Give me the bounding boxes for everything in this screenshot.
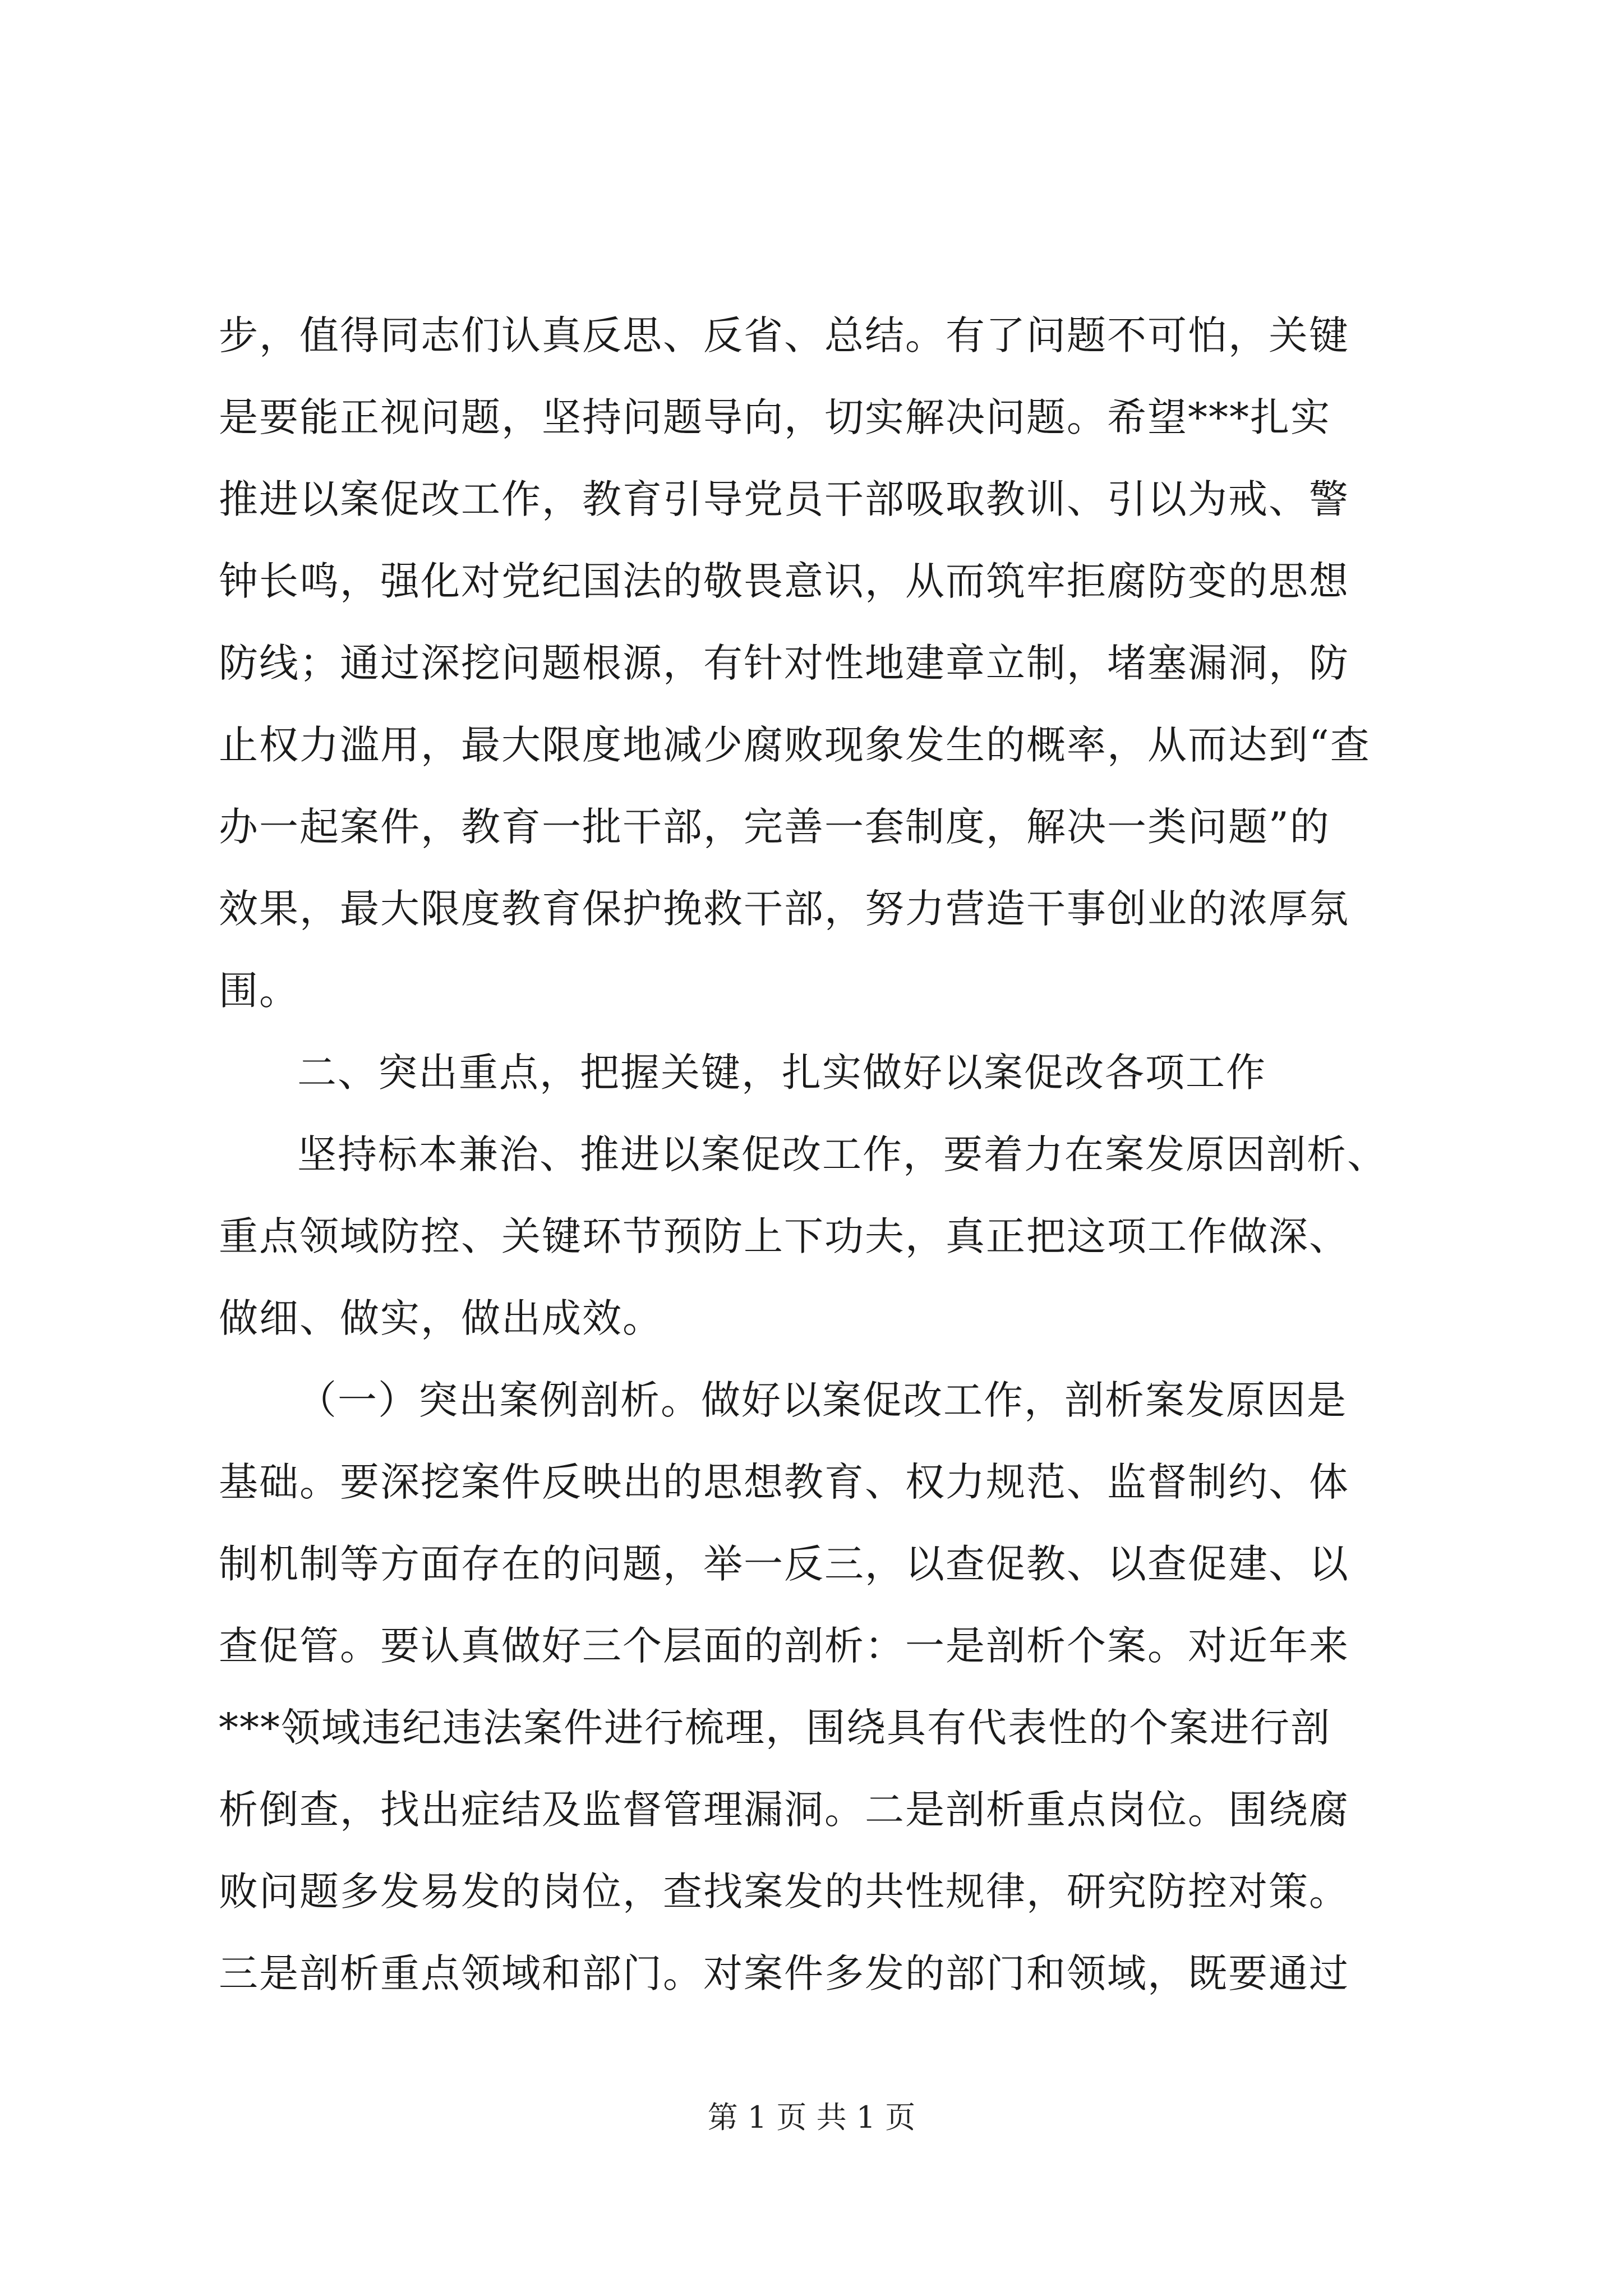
paragraph-line: 步，值得同志们认真反思、反省、总结。有了问题不可怕，关键: [219, 312, 1349, 358]
paragraph-line: 查促管。要认真做好三个层面的剖析：一是剖析个案。对近年来: [219, 1623, 1349, 1669]
paragraph-line: 围。: [219, 968, 299, 1014]
paragraph-line: 做细、做实，做出成效。: [219, 1295, 663, 1341]
paragraph-line: 三是剖析重点领域和部门。对案件多发的部门和领域，既要通过: [219, 1950, 1349, 1996]
paragraph-line: 坚持标本兼治、推进以案促改工作，要着力在案发原因剖析、: [297, 1131, 1387, 1177]
paragraph-line: 重点领域防控、关键环节预防上下功夫，真正把这项工作做深、: [219, 1213, 1349, 1259]
paragraph-line: 是要能正视问题，坚持问题导向，切实解决问题。希望***扎实: [219, 394, 1331, 440]
page-footer: 第 1 页 共 1 页: [707, 2100, 916, 2135]
paragraph-line: 推进以案促改工作，教育引导党员干部吸取教训、引以为戒、警: [219, 476, 1349, 522]
paragraph-line: 基础。要深挖案件反映出的思想教育、权力规范、监督制约、体: [219, 1459, 1349, 1505]
paragraph-line: 败问题多发易发的岗位，查找案发的共性规律，研究防控对策。: [219, 1869, 1349, 1915]
paragraph-line: 钟长鸣，强化对党纪国法的敬畏意识，从而筑牢拒腐防变的思想: [219, 558, 1349, 604]
paragraph-line: 制机制等方面存在的问题，举一反三，以查促教、以查促建、以: [219, 1541, 1349, 1587]
paragraph-line: 析倒查，找出症结及监督管理漏洞。二是剖析重点岗位。围绕腐: [219, 1787, 1349, 1833]
paragraph-line: 办一起案件，教育一批干部，完善一套制度，解决一类问题”的: [219, 804, 1330, 850]
paragraph-line: 效果，最大限度教育保护挽救干部，努力营造干事创业的浓厚氛: [219, 886, 1349, 932]
paragraph-line: （一）突出案例剖析。做好以案促改工作，剖析案发原因是: [297, 1377, 1347, 1423]
section-heading: 二、突出重点，把握关键，扎实做好以案促改各项工作: [297, 1050, 1266, 1096]
paragraph-line: ***领域违纪违法案件进行梳理，围绕具有代表性的个案进行剖: [219, 1705, 1331, 1751]
paragraph-line: 防线；通过深挖问题根源，有针对性地建章立制，堵塞漏洞，防: [219, 640, 1349, 686]
paragraph-line: 止权力滥用，最大限度地减少腐败现象发生的概率，从而达到“查: [219, 722, 1371, 768]
